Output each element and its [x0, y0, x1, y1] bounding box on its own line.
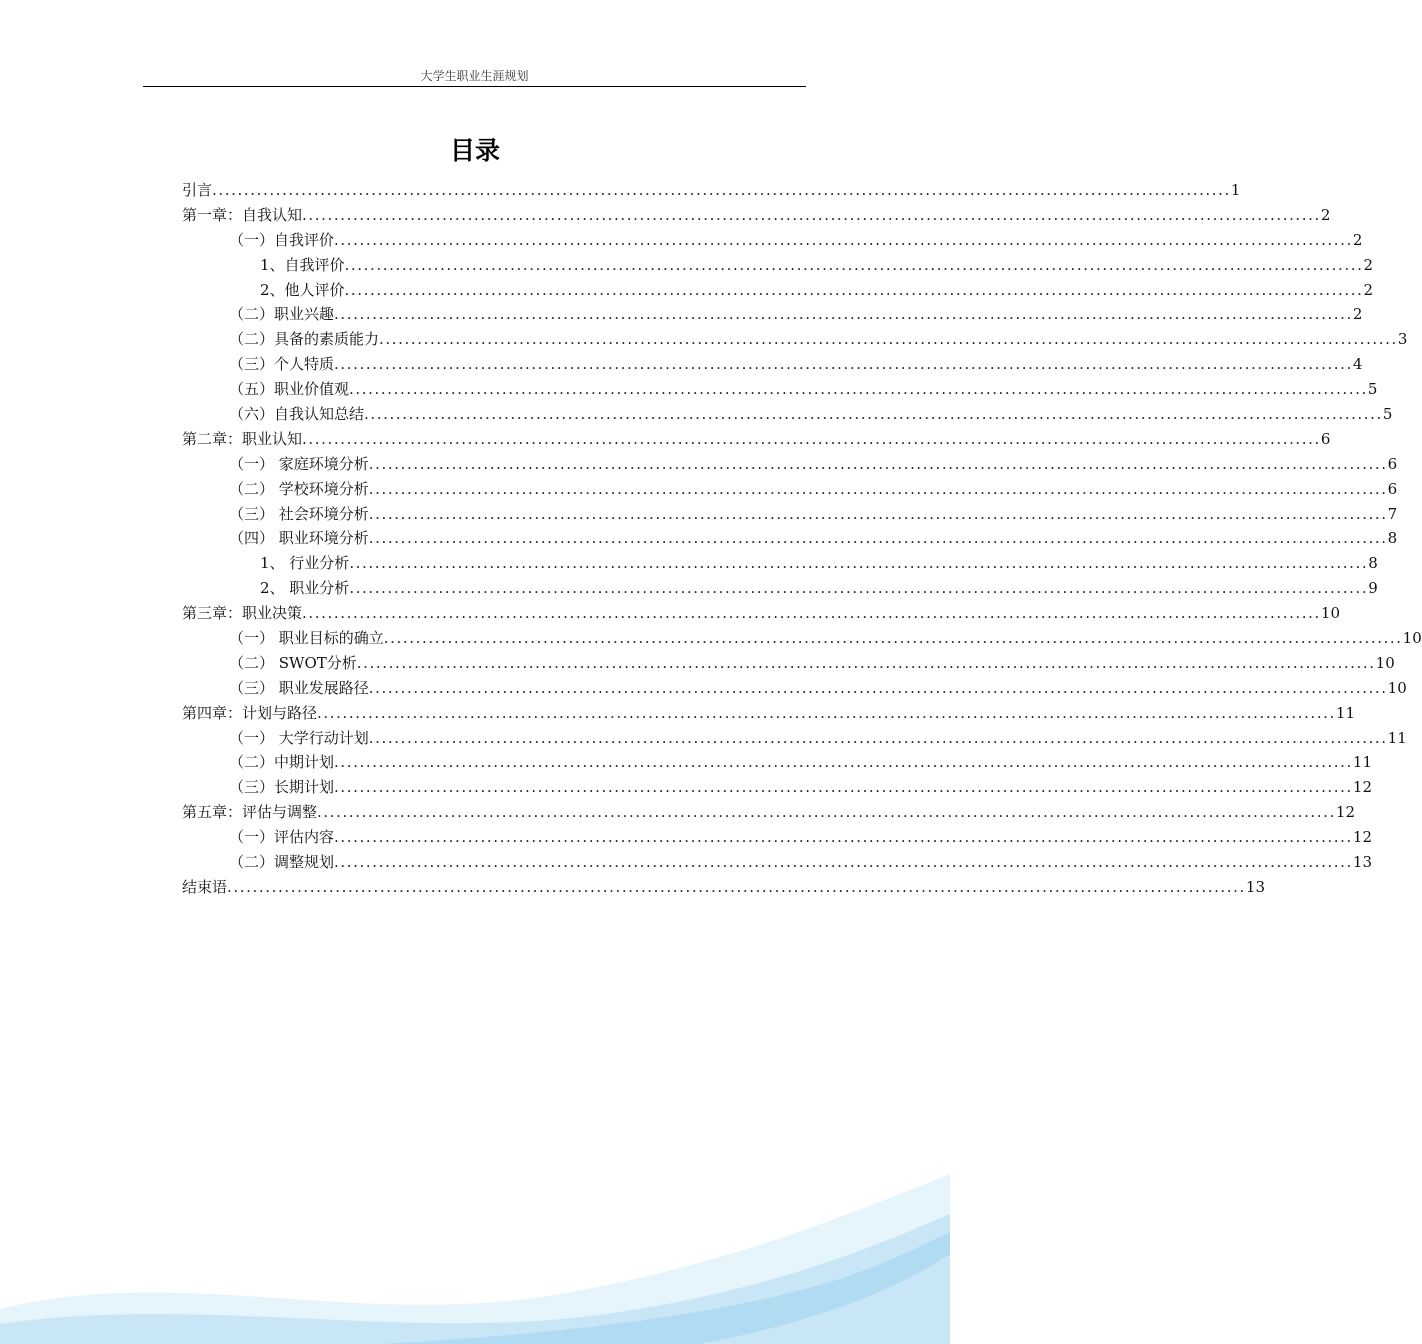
dot-leader: ................................................................................................................................................................ — [334, 778, 1353, 797]
toc-entry-page-number: 1 — [1230, 181, 1241, 199]
toc-entry[interactable] — [182, 875, 1265, 900]
toc-entry-page-number: 9 — [1368, 579, 1378, 598]
toc-entry-label: （四） 职业环境分析 — [229, 529, 369, 548]
toc-entry-label: 第三章：职业决策 — [182, 604, 303, 623]
dot-leader: ................................................................................................................................................................ — [349, 380, 1368, 399]
dot-leader: ................................................................................................................................................................ — [349, 579, 1369, 598]
dot-leader: ................................................................................................................................................................ — [383, 629, 1403, 648]
toc-entry-page-number: 2 — [1363, 255, 1373, 274]
toc-entry-page-number: 4 — [1352, 355, 1363, 374]
toc-entry-page-number: 3 — [1397, 330, 1408, 349]
toc-entry-label: （三） 职业发展路径 — [229, 678, 369, 697]
toc-entry[interactable] — [182, 651, 1395, 676]
toc-entry[interactable] — [182, 526, 1398, 551]
dot-leader: ................................................................................................................................................................ — [344, 280, 1364, 299]
toc-entry-page-number: 2 — [1352, 305, 1363, 324]
toc-entry[interactable] — [182, 775, 1372, 800]
dot-leader: ................................................................................................................................................................ — [356, 653, 1376, 672]
toc-entry-label: （一）评估内容 — [229, 828, 335, 847]
toc-entry[interactable] — [182, 402, 1393, 427]
toc-entry-label: 第二章：职业认知 — [182, 429, 303, 448]
toc-entry[interactable] — [182, 352, 1363, 377]
table-of-contents — [182, 178, 1422, 900]
toc-entry-label: （五）职业价值观 — [229, 380, 350, 399]
toc-entry[interactable] — [182, 377, 1378, 402]
toc-entry[interactable] — [182, 278, 1373, 303]
toc-entry-page-number: 12 — [1352, 778, 1372, 797]
toc-entry[interactable] — [182, 601, 1340, 626]
toc-entry-label: （三）个人特质 — [229, 355, 335, 374]
decorative-wave — [0, 1144, 950, 1344]
toc-entry-page-number: 12 — [1335, 803, 1355, 822]
toc-entry-label: 引言 — [182, 181, 213, 199]
toc-entry[interactable] — [182, 850, 1372, 875]
dot-leader: ................................................................................................................................................................ — [302, 205, 1321, 224]
toc-entry-page-number: 10 — [1375, 653, 1395, 672]
dot-leader: ................................................................................................................................................................ — [368, 529, 1388, 548]
toc-entry-label: 2、他人评价 — [260, 280, 345, 299]
dot-leader: ................................................................................................................................................................ — [368, 728, 1388, 747]
toc-entry[interactable] — [182, 502, 1398, 527]
toc-title: 目录 — [449, 136, 500, 165]
toc-entry[interactable] — [182, 228, 1363, 253]
toc-entry-page-number: 10 — [1402, 629, 1422, 648]
toc-entry-label: （二） SWOT分析 — [229, 653, 357, 672]
dot-leader: ................................................................................................................................................................ — [379, 330, 1398, 349]
toc-entry-page-number: 2 — [1320, 205, 1331, 224]
toc-entry-page-number: 6 — [1387, 454, 1398, 473]
dot-leader: ................................................................................................................................................................ — [302, 604, 1321, 623]
toc-entry-page-number: 13 — [1352, 853, 1372, 872]
toc-entry-page-number: 5 — [1367, 380, 1378, 399]
toc-entry-page-number: 11 — [1335, 703, 1355, 722]
toc-entry[interactable] — [182, 576, 1378, 601]
dot-leader: ................................................................................................................................................................ — [368, 678, 1388, 697]
toc-entry[interactable] — [182, 302, 1363, 327]
dot-leader: ................................................................................................................................................................ — [364, 405, 1383, 424]
toc-entry-page-number: 13 — [1245, 877, 1265, 896]
toc-entry-page-number: 6 — [1320, 429, 1331, 448]
toc-entry-label: 1、自我评价 — [260, 255, 345, 274]
toc-entry-label: 第一章：自我认知 — [182, 205, 303, 224]
dot-leader: ................................................................................................................................................................ — [334, 230, 1353, 249]
toc-entry-label: 结束语 — [182, 877, 228, 896]
toc-entry[interactable] — [182, 551, 1378, 576]
toc-entry-label: （一）自我评价 — [229, 230, 335, 249]
dot-leader: ................................................................................................................................................................ — [317, 703, 1336, 722]
dot-leader: ................................................................................................................................................................ — [212, 181, 1231, 199]
toc-entry[interactable] — [182, 676, 1407, 701]
toc-entry-page-number: 10 — [1387, 678, 1407, 697]
header-rule — [143, 86, 806, 87]
toc-entry-label: （三） 社会环境分析 — [229, 504, 369, 523]
toc-entry-label: 第四章：计划与路径 — [182, 703, 318, 722]
toc-entry-label: （二） 学校环境分析 — [229, 479, 369, 498]
toc-entry-label: （六）自我认知总结 — [229, 405, 365, 424]
dot-leader: ................................................................................................................................................................ — [334, 355, 1353, 374]
toc-entry[interactable] — [182, 800, 1355, 825]
toc-entry[interactable] — [182, 626, 1422, 651]
toc-entry[interactable] — [182, 825, 1372, 850]
toc-entry-page-number: 12 — [1352, 828, 1372, 847]
toc-entry-page-number: 6 — [1387, 479, 1398, 498]
toc-entry[interactable] — [182, 203, 1331, 228]
dot-leader: ................................................................................................................................................................ — [368, 479, 1388, 498]
dot-leader: ................................................................................................................................................................ — [334, 853, 1353, 872]
toc-entry-page-number: 2 — [1352, 230, 1363, 249]
toc-entry-label: （二）职业兴趣 — [229, 305, 335, 324]
dot-leader: ................................................................................................................................................................ — [302, 429, 1321, 448]
toc-entry-label: （二）具备的素质能力 — [229, 330, 380, 349]
toc-entry-label: 第五章：评估与调整 — [182, 803, 318, 822]
toc-entry-page-number: 2 — [1363, 280, 1373, 299]
dot-leader: ................................................................................................................................................................ — [368, 454, 1388, 473]
toc-entry-page-number: 5 — [1382, 405, 1393, 424]
toc-entry-page-number: 8 — [1368, 554, 1378, 573]
dot-leader: ................................................................................................................................................................ — [317, 803, 1336, 822]
toc-entry-label: （二）中期计划 — [229, 753, 335, 772]
dot-leader: ................................................................................................................................................................ — [227, 877, 1246, 896]
dot-leader: ................................................................................................................................................................ — [344, 255, 1364, 274]
toc-entry-label: （一） 职业目标的确立 — [229, 629, 384, 648]
toc-entry-label: 1、 行业分析 — [260, 554, 350, 573]
toc-entry[interactable] — [182, 178, 1241, 203]
toc-entry-page-number: 8 — [1387, 529, 1398, 548]
toc-entry[interactable] — [182, 701, 1355, 726]
toc-entry[interactable] — [182, 750, 1372, 775]
toc-entry-page-number: 11 — [1387, 728, 1407, 747]
running-header: 大学生职业生涯规划 — [420, 69, 529, 83]
toc-entry-label: （一） 大学行动计划 — [229, 728, 369, 747]
toc-entry-label: （二）调整规划 — [229, 853, 335, 872]
toc-entry[interactable] — [182, 327, 1408, 352]
toc-entry-page-number: 7 — [1387, 504, 1398, 523]
toc-entry[interactable] — [182, 452, 1398, 477]
toc-entry-label: （一） 家庭环境分析 — [229, 454, 369, 473]
toc-entry[interactable] — [182, 253, 1373, 278]
toc-entry[interactable] — [182, 427, 1331, 452]
toc-entry-page-number: 10 — [1320, 604, 1340, 623]
dot-leader: ................................................................................................................................................................ — [334, 753, 1353, 772]
toc-entry[interactable] — [182, 726, 1407, 751]
toc-entry-label: （三）长期计划 — [229, 778, 335, 797]
toc-entry-page-number: 11 — [1352, 753, 1372, 772]
dot-leader: ................................................................................................................................................................ — [334, 828, 1353, 847]
toc-entry-label: 2、 职业分析 — [260, 579, 350, 598]
dot-leader: ................................................................................................................................................................ — [349, 554, 1369, 573]
dot-leader: ................................................................................................................................................................ — [334, 305, 1353, 324]
dot-leader: ................................................................................................................................................................ — [368, 504, 1388, 523]
toc-entry[interactable] — [182, 477, 1398, 502]
